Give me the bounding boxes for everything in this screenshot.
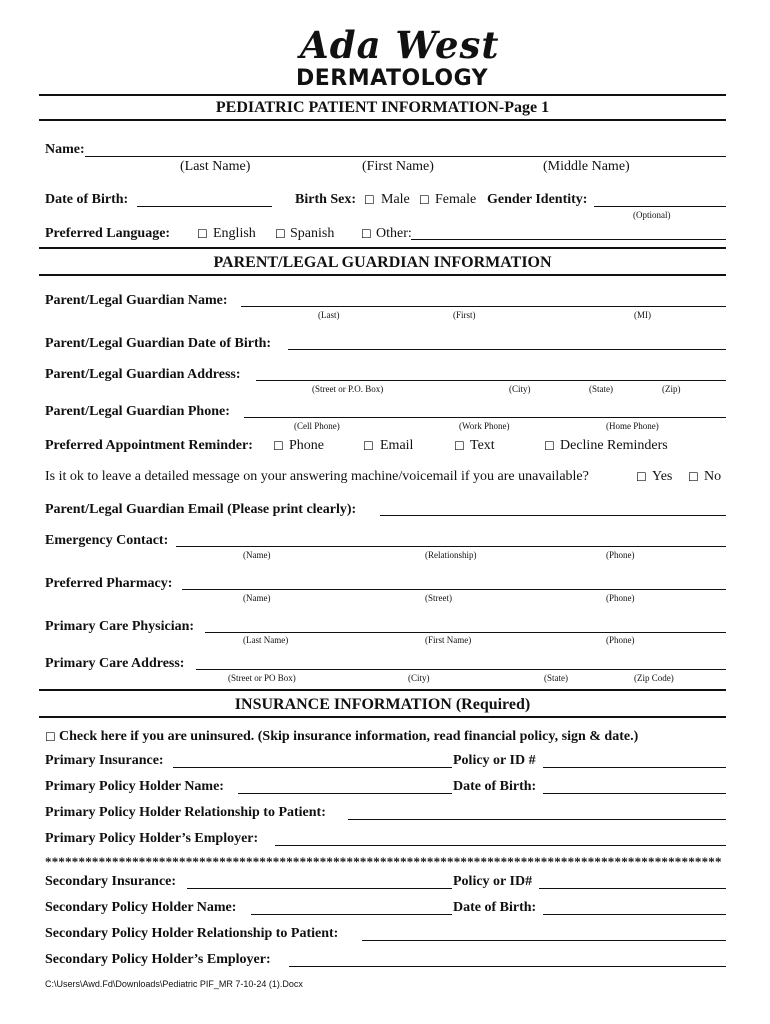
female-label: Female: [435, 192, 477, 207]
birth-sex-label: Birth Sex:: [295, 192, 357, 207]
title-bottom-rule: [39, 119, 726, 121]
guardian-name-label: Parent/Legal Guardian Name:: [45, 293, 228, 308]
pcp-last-caption: (Last Name): [243, 635, 289, 645]
guardian-last-caption: (Last): [318, 310, 340, 320]
guardian-heading: PARENT/LEGAL GUARDIAN INFORMATION: [213, 254, 552, 271]
spanish-checkbox[interactable]: ☐: [275, 227, 286, 241]
name-field[interactable]: [85, 156, 726, 157]
primary-policy-field[interactable]: [543, 767, 726, 768]
pharmacy-field[interactable]: [182, 589, 726, 590]
emergency-name-caption: (Name): [243, 550, 271, 560]
uninsured-label: Check here if you are uninsured. (Skip insurance information, read financial policy, sign & date.): [59, 729, 639, 744]
text-reminder-checkbox[interactable]: ☐: [454, 439, 465, 453]
guardian-email-field[interactable]: [380, 515, 726, 516]
state-caption: (State): [589, 384, 613, 394]
primary-relationship-label: Primary Policy Holder Relationship to Patient:: [45, 805, 326, 820]
pcp-phone-caption: (Phone): [606, 635, 635, 645]
pca-street-caption: (Street or PO Box): [228, 673, 296, 683]
primary-policy-label: Policy or ID #: [453, 753, 536, 768]
pharmacy-name-caption: (Name): [243, 593, 271, 603]
dob-label: Date of Birth:: [45, 192, 129, 207]
emergency-phone-caption: (Phone): [606, 550, 635, 560]
pharmacy-label: Preferred Pharmacy:: [45, 576, 173, 591]
male-checkbox[interactable]: ☐: [364, 193, 375, 207]
secondary-insurance-field[interactable]: [187, 888, 452, 889]
primary-insurance-field[interactable]: [173, 767, 452, 768]
gender-identity-field[interactable]: [594, 206, 726, 207]
guardian-phone-label: Parent/Legal Guardian Phone:: [45, 404, 230, 419]
english-label: English: [213, 226, 256, 241]
male-label: Male: [381, 192, 410, 207]
secondary-policy-field[interactable]: [539, 888, 726, 889]
file-path-footer: C:\Users\Awd.Fd\Downloads\Pediatric PIF_MR 7-10-24 (1).Docx: [45, 979, 303, 989]
secondary-holder-field[interactable]: [251, 914, 452, 915]
pca-city-caption: (City): [408, 673, 430, 683]
primary-holder-field[interactable]: [238, 793, 452, 794]
voicemail-yes-checkbox[interactable]: ☐: [636, 470, 647, 484]
emergency-contact-label: Emergency Contact:: [45, 533, 169, 548]
first-name-caption: (First Name): [362, 159, 434, 174]
street-caption: (Street or P.O. Box): [312, 384, 384, 394]
pharmacy-street-caption: (Street): [425, 593, 452, 603]
name-label: Name:: [45, 142, 85, 157]
pca-label: Primary Care Address:: [45, 656, 185, 671]
optional-caption: (Optional): [633, 210, 671, 220]
primary-dob-field[interactable]: [543, 793, 726, 794]
emergency-contact-field[interactable]: [176, 546, 726, 547]
pcp-field[interactable]: [205, 632, 726, 633]
insurance-top-rule: [39, 689, 726, 691]
primary-insurance-label: Primary Insurance:: [45, 753, 164, 768]
english-checkbox[interactable]: ☐: [197, 227, 208, 241]
text-reminder-label: Text: [470, 438, 495, 453]
middle-name-caption: (Middle Name): [543, 159, 630, 174]
pca-state-caption: (State): [544, 673, 568, 683]
other-label: Other:: [376, 226, 412, 241]
secondary-relationship-label: Secondary Policy Holder Relationship to Patient:: [45, 926, 339, 941]
cell-phone-caption: (Cell Phone): [294, 421, 340, 431]
logo-dermatology-text: DERMATOLOGY: [296, 66, 489, 91]
gender-identity-label: Gender Identity:: [487, 192, 588, 207]
logo-script-text: Ada West: [300, 23, 500, 67]
guardian-address-label: Parent/Legal Guardian Address:: [45, 367, 241, 382]
home-phone-caption: (Home Phone): [606, 421, 659, 431]
insurance-bottom-rule: [39, 716, 726, 718]
pcp-first-caption: (First Name): [425, 635, 472, 645]
secondary-employer-label: Secondary Policy Holder’s Employer:: [45, 952, 271, 967]
guardian-mi-caption: (MI): [634, 310, 651, 320]
dob-field[interactable]: [137, 206, 272, 207]
secondary-holder-label: Secondary Policy Holder Name:: [45, 900, 237, 915]
city-caption: (City): [509, 384, 531, 394]
reminder-label: Preferred Appointment Reminder:: [45, 438, 253, 453]
guardian-dob-label: Parent/Legal Guardian Date of Birth:: [45, 336, 272, 351]
section-separator: *****************************************************************************************************: [45, 855, 722, 869]
voicemail-no-checkbox[interactable]: ☐: [688, 470, 699, 484]
guardian-first-caption: (First): [453, 310, 476, 320]
secondary-dob-field[interactable]: [543, 914, 726, 915]
secondary-policy-label: Policy or ID#: [453, 874, 533, 889]
primary-holder-label: Primary Policy Holder Name:: [45, 779, 224, 794]
voicemail-no-label: No: [704, 469, 722, 484]
guardian-phone-field[interactable]: [244, 417, 726, 418]
voicemail-question: Is it ok to leave a detailed message on your answering machine/voicemail if you are unavailable?: [45, 469, 589, 484]
phone-reminder-checkbox[interactable]: ☐: [273, 439, 284, 453]
primary-employer-field[interactable]: [275, 845, 726, 846]
guardian-address-field[interactable]: [256, 380, 726, 381]
secondary-insurance-label: Secondary Insurance:: [45, 874, 177, 889]
guardian-top-rule: [39, 247, 726, 249]
primary-relationship-field[interactable]: [348, 819, 726, 820]
other-language-field[interactable]: [411, 239, 726, 240]
guardian-bottom-rule: [39, 274, 726, 276]
primary-dob-label: Date of Birth:: [453, 779, 537, 794]
secondary-relationship-field[interactable]: [362, 940, 726, 941]
spanish-label: Spanish: [290, 226, 335, 241]
guardian-email-label: Parent/Legal Guardian Email (Please print clearly):: [45, 502, 357, 517]
decline-reminder-label: Decline Reminders: [560, 438, 668, 453]
decline-reminder-checkbox[interactable]: ☐: [544, 439, 555, 453]
secondary-employer-field[interactable]: [289, 966, 726, 967]
page-title: PEDIATRIC PATIENT INFORMATION-Page 1: [215, 99, 550, 116]
pharmacy-phone-caption: (Phone): [606, 593, 635, 603]
pcp-label: Primary Care Physician:: [45, 619, 195, 634]
secondary-dob-label: Date of Birth:: [453, 900, 537, 915]
guardian-name-field[interactable]: [241, 306, 726, 307]
female-checkbox[interactable]: ☐: [419, 193, 430, 207]
uninsured-checkbox[interactable]: ☐: [45, 730, 56, 744]
emergency-relationship-caption: (Relationship): [425, 550, 477, 560]
phone-reminder-label: Phone: [289, 438, 324, 453]
email-reminder-checkbox[interactable]: ☐: [363, 439, 374, 453]
voicemail-yes-label: Yes: [652, 469, 673, 484]
zip-caption: (Zip): [662, 384, 681, 394]
language-label: Preferred Language:: [45, 226, 171, 241]
title-top-rule: [39, 94, 726, 96]
last-name-caption: (Last Name): [180, 159, 251, 174]
pca-field[interactable]: [196, 669, 726, 670]
insurance-heading: INSURANCE INFORMATION (Required): [234, 696, 531, 713]
primary-employer-label: Primary Policy Holder’s Employer:: [45, 831, 259, 846]
other-checkbox[interactable]: ☐: [361, 227, 372, 241]
work-phone-caption: (Work Phone): [459, 421, 510, 431]
email-reminder-label: Email: [380, 438, 414, 453]
guardian-dob-field[interactable]: [288, 349, 726, 350]
pca-zip-caption: (Zip Code): [634, 673, 674, 683]
